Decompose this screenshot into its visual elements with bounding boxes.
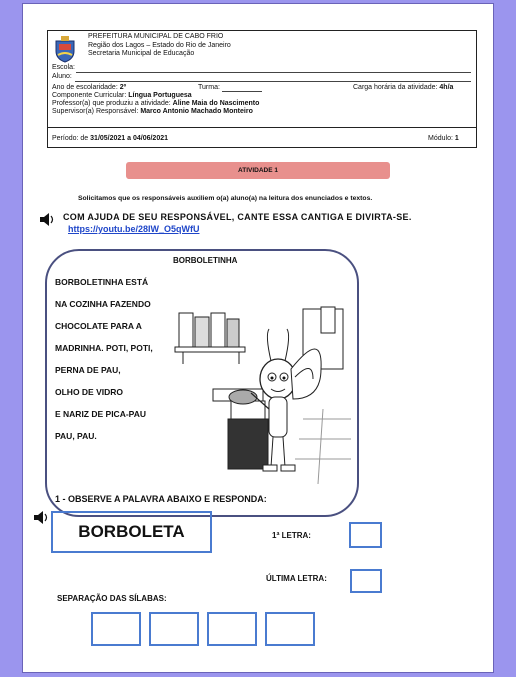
org-lines: [88, 33, 231, 59]
last-letter-label: ÚLTIMA LETRA:: [266, 574, 327, 583]
speaker-icon: [39, 213, 55, 226]
poem-line: PAU, PAU.: [55, 431, 97, 441]
video-link[interactable]: https://youtu.be/28IW_O5qWfU: [68, 224, 200, 234]
ano-row: Ano de escolaridade: 2º: [52, 84, 127, 91]
last-letter-box[interactable]: [350, 569, 382, 593]
target-word: BORBOLETA: [51, 511, 212, 553]
activity-title: ATIVIDADE 1: [126, 162, 390, 179]
header-box: [47, 30, 477, 148]
poem-title: BORBOLETINHA: [173, 256, 238, 265]
org-line: PREFEITURA MUNICIPAL DE CABO FRIO: [88, 33, 224, 40]
aluno-label: Aluno:: [52, 73, 72, 80]
professor-row: Professor(a) que produziu a atividade: Aline Maia do Nascimento: [52, 100, 260, 107]
speaker-icon: [33, 511, 49, 524]
escola-line: [76, 72, 471, 73]
worksheet-page: [22, 3, 494, 673]
turma-label: Turma:: [198, 84, 220, 91]
modulo-row: Módulo: 1: [428, 135, 459, 142]
carga-row: Carga horária da atividade: 4h/a: [353, 84, 454, 91]
poem-line: MADRINHA. POTI, POTI,: [55, 343, 153, 353]
syllables-label: SEPARAÇÃO DAS SÍLABAS:: [57, 594, 167, 603]
syllable-box[interactable]: [265, 612, 315, 646]
syllable-box[interactable]: [91, 612, 141, 646]
question-prompt: 1 - OBSERVE A PALAVRA ABAIXO E RESPONDA:: [55, 494, 267, 504]
aluno-line: [75, 81, 471, 82]
turma-line: [222, 91, 262, 92]
periodo-row: Período: de 31/05/2021 a 04/06/2021: [52, 135, 169, 142]
syllable-box[interactable]: [207, 612, 257, 646]
supervisor-row: Supervisor(a) Responsável: Marco Antonio Machado Monteiro: [52, 108, 253, 115]
header-divider: [48, 127, 476, 128]
org-line: Secretaria Municipal de Educação: [88, 50, 195, 57]
poem-line: E NARIZ DE PICA-PAU: [55, 409, 146, 419]
poem-line: NA COZINHA FAZENDO: [55, 299, 151, 309]
poem-line: OLHO DE VIDRO: [55, 387, 124, 397]
poem-line: CHOCOLATE PARA A: [55, 321, 142, 331]
org-line: Região dos Lagos – Estado do Rio de Janeiro: [88, 41, 231, 49]
poem-line: BORBOLETINHA ESTÁ: [55, 277, 149, 287]
first-letter-box[interactable]: [349, 522, 382, 548]
first-letter-label: 1ª LETRA:: [272, 531, 311, 540]
syllable-box[interactable]: [149, 612, 199, 646]
escola-label: Escola:: [52, 64, 75, 71]
instruction-text: COM AJUDA DE SEU RESPONSÁVEL, CANTE ESSA CANTIGA E DIVIRTA-SE.: [63, 212, 412, 222]
butterfly-kitchen-illustration: [173, 269, 353, 489]
poem-line: PERNA DE PAU,: [55, 365, 121, 375]
city-crest-icon: [54, 35, 76, 63]
guardian-note: Solicitamos que os responsáveis auxiliem o(a) aluno(a) na leitura dos enunciados e textos.: [78, 195, 373, 202]
componente-row: Componente Curricular: Língua Portuguesa: [52, 92, 192, 99]
